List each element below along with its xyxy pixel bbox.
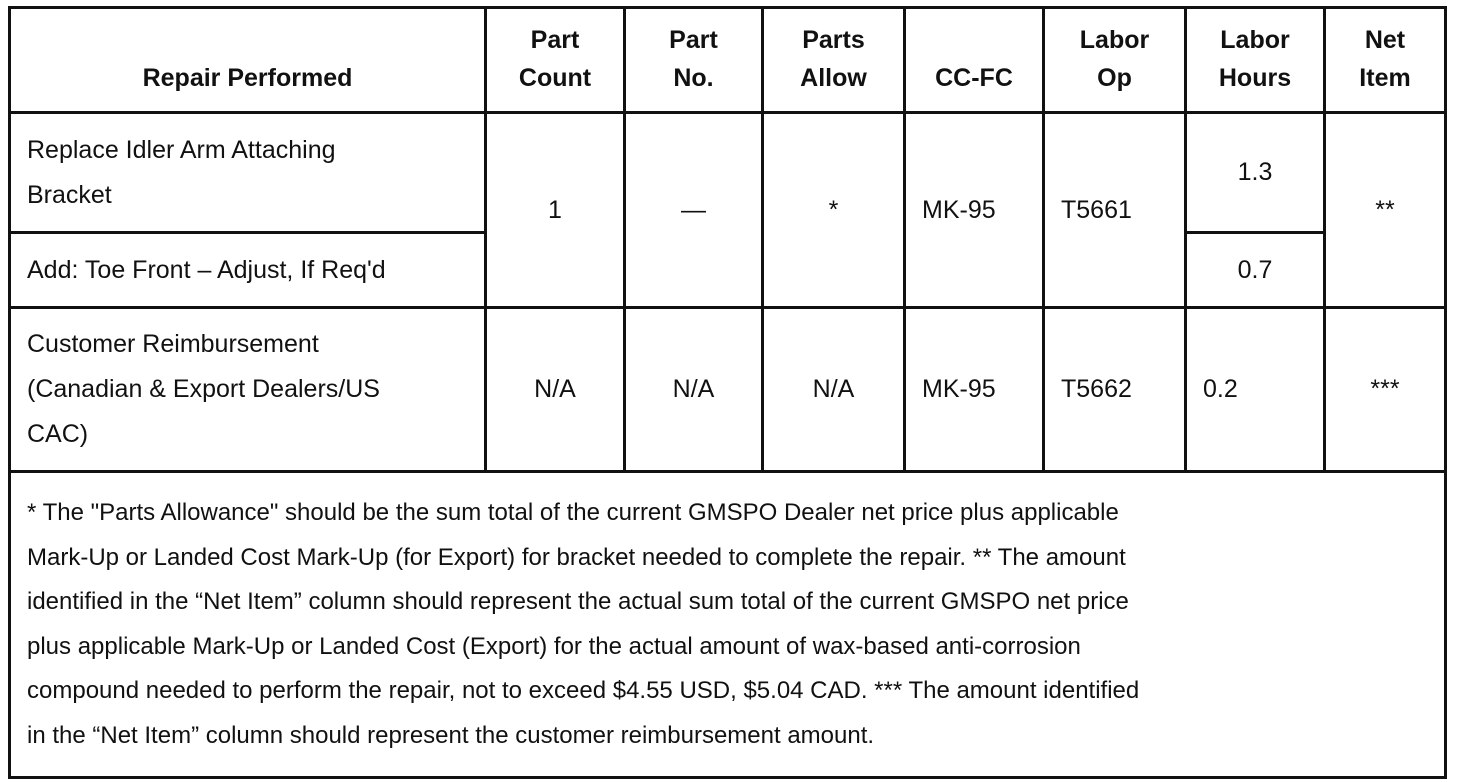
- labor-op-cell: T5661: [1044, 113, 1186, 308]
- part-count-cell: N/A: [486, 308, 625, 472]
- labor-hours-cell: 0.7: [1186, 233, 1325, 308]
- header-repair-performed: Repair Performed: [10, 8, 486, 113]
- net-item-cell: **: [1325, 113, 1446, 308]
- header-part-no: Part No.: [625, 8, 763, 113]
- parts-allow-cell: *: [763, 113, 905, 308]
- repair-add-toe-front: Add: Toe Front – Adjust, If Req'd: [10, 233, 486, 308]
- header-labor-op: Labor Op: [1044, 8, 1186, 113]
- footnote: [10, 472, 1446, 778]
- footnote-line: plus applicable Mark-Up or Landed Cost (Export) for the actual amount of wax-based anti-corrosion: [27, 632, 1081, 660]
- footnote-line: compound needed to perform the repair, not to exceed $4.55 USD, $5.04 CAD. *** The amount identified: [27, 677, 1140, 704]
- part-no-cell: N/A: [625, 308, 763, 472]
- table-row: [10, 113, 1446, 233]
- header-cc-fc: CC-FC: [905, 8, 1044, 113]
- header-part-count: Part Count: [486, 8, 625, 113]
- repair-replace-idler-arm: Replace Idler Arm Attaching Bracket: [10, 113, 486, 233]
- header-parts-allow: Parts Allow: [763, 8, 905, 113]
- cc-fc-cell: MK-95: [905, 308, 1044, 472]
- footnote-line: in the “Net Item” column should represent the customer reimbursement amount.: [27, 721, 875, 749]
- part-count-cell: 1: [486, 113, 625, 308]
- header-row: [10, 8, 1446, 113]
- cc-fc-cell: MK-95: [905, 113, 1044, 308]
- header-labor-hours: Labor Hours: [1186, 8, 1325, 113]
- labor-hours-cell: 1.3: [1186, 113, 1325, 233]
- header-net-item: Net Item: [1325, 8, 1446, 113]
- footnote-line: identified in the “Net Item” column should represent the actual sum total of the current GMSPO net price: [27, 588, 1129, 615]
- part-no-cell: —: [625, 113, 763, 308]
- repair-customer-reimbursement: Customer Reimbursement (Canadian & Export Dealers/US CAC): [10, 308, 486, 472]
- footnote-row: [10, 472, 1446, 778]
- table-row: [10, 308, 1446, 472]
- labor-hours-cell: 0.2: [1186, 308, 1325, 472]
- net-item-cell: ***: [1325, 308, 1446, 472]
- parts-allow-cell: N/A: [763, 308, 905, 472]
- labor-op-cell: T5662: [1044, 308, 1186, 472]
- footnote-line: * The "Parts Allowance" should be the sum total of the current GMSPO Dealer net price plus applicable: [27, 499, 1119, 526]
- labor-operation-table: [8, 6, 1447, 779]
- footnote-line: Mark-Up or Landed Cost Mark-Up (for Export) for bracket needed to complete the repair. ** The amount: [27, 543, 1126, 571]
